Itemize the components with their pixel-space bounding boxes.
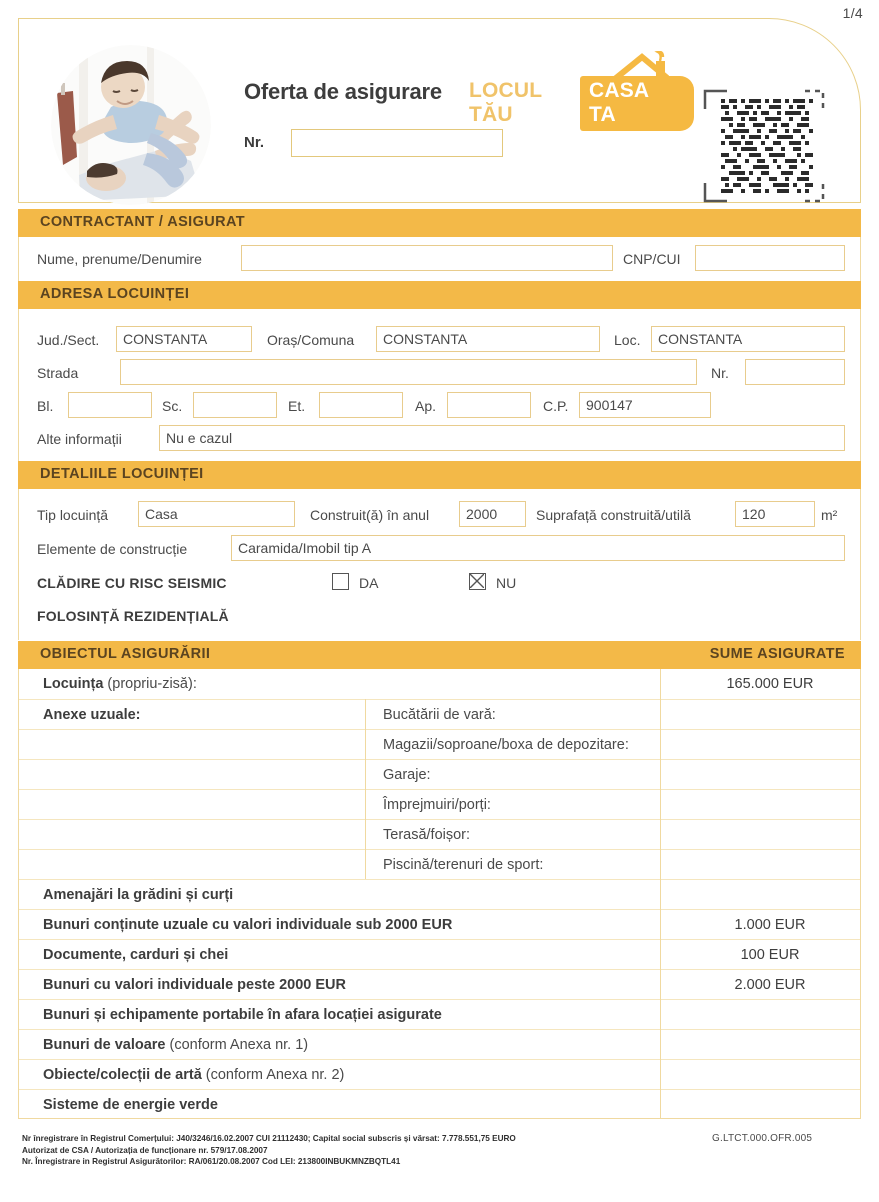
ap-input[interactable] (447, 392, 531, 418)
footer-line-2: Autorizat de CSA / Autorizația de funcționare nr. 579/17.08.2007 (22, 1145, 268, 1155)
sc-label: Sc. (162, 398, 183, 414)
jud-input[interactable]: CONSTANTA (116, 326, 252, 352)
section-title-sume: SUME ASIGURATE (709, 646, 845, 662)
table-row (19, 1089, 860, 1119)
logo-text-left: LOCUL TĂU (469, 79, 542, 126)
row-sub-label: Terasă/foișor: (383, 826, 471, 843)
risc-seismic-da-checkbox[interactable] (332, 573, 349, 590)
obiect-asigurarii-table (18, 669, 861, 1119)
row-sum-value[interactable]: 100 EUR (740, 946, 800, 963)
table-row (19, 759, 860, 789)
table-row (19, 969, 860, 999)
bl-label: Bl. (37, 398, 54, 414)
row-label: Sisteme de energie verde (43, 1096, 218, 1113)
section-header-obiect (18, 641, 861, 669)
et-label: Et. (288, 398, 306, 414)
risc-seismic-nu-label: NU (496, 575, 517, 591)
section-header-contractant (18, 209, 861, 237)
row-label: Bunuri și echipamente portabile în afara locației asigurate (43, 1006, 442, 1023)
row-sum-value[interactable] (678, 1030, 862, 1059)
table-row (19, 1029, 860, 1059)
page-number: 1/4 (842, 5, 863, 21)
section-title-contractant: CONTRACTANT / ASIGURAT (40, 214, 246, 230)
row-sub-label: Împrejmuiri/porți: (383, 796, 491, 813)
suprafata-input[interactable]: 120 (735, 501, 815, 527)
cp-input[interactable]: 900147 (579, 392, 711, 418)
footer-line-3: Nr. Înregistrare in Registrul Asigurătorilor: RA/061/20.08.2007 Cod LEI: 213800INBUKMNZBQTL41 (22, 1157, 401, 1167)
table-row (19, 729, 860, 759)
table-row (19, 789, 860, 819)
loc-input[interactable]: CONSTANTA (651, 326, 845, 352)
row-sum-value[interactable] (678, 1060, 862, 1089)
row-sum-value[interactable] (678, 1090, 862, 1119)
section-title-obiect: OBIECTUL ASIGURĂRII (40, 646, 211, 662)
row-sum-value[interactable] (678, 880, 862, 909)
legal-footer (22, 1133, 662, 1168)
row-sum-value[interactable] (678, 760, 862, 789)
family-photo (51, 45, 211, 205)
row-label: Anexe uzuale: (43, 706, 141, 723)
table-row (19, 909, 860, 939)
oras-label: Oraș/Comuna (267, 332, 355, 348)
section-header-adresa (18, 281, 861, 309)
table-row (19, 699, 860, 729)
row-sub-label: Piscină/terenuri de sport: (383, 856, 544, 873)
elemente-constructie-input[interactable]: Caramida/Imobil tip A (231, 535, 845, 561)
an-constructie-label: Construit(ă) în anul (310, 507, 430, 523)
alte-informatii-label: Alte informații (37, 431, 122, 447)
table-row (19, 669, 860, 699)
nume-input[interactable] (241, 245, 613, 271)
section-title-detalii: DETALIILE LOCUINȚEI (40, 466, 204, 482)
risc-seismic-da-label: DA (359, 575, 379, 591)
table-row (19, 849, 860, 879)
elemente-constructie-label: Elemente de construcție (37, 541, 188, 557)
form-code: G.LTCT.000.OFR.005 (712, 1133, 813, 1144)
adresa-fields (18, 309, 861, 461)
jud-label: Jud./Sect. (37, 332, 100, 348)
header-card (18, 18, 861, 203)
an-constructie-input[interactable]: 2000 (459, 501, 526, 527)
section-title-adresa: ADRESA LOCUINȚEI (40, 286, 190, 302)
contractant-fields (18, 237, 861, 281)
row-label: Documente, carduri și chei (43, 946, 229, 963)
ap-label: Ap. (415, 398, 437, 414)
row-sub-label: Bucătării de vară: (383, 706, 496, 723)
cp-label: C.P. (543, 398, 569, 414)
brand-logo (469, 51, 694, 126)
row-label: Bunuri de valoare (conform Anexa nr. 1) (43, 1036, 309, 1053)
row-sum-value[interactable] (678, 820, 862, 849)
cnp-label: CNP/CUI (623, 251, 681, 267)
strada-nr-label: Nr. (711, 365, 729, 381)
page-title: Oferta de asigurare (244, 79, 442, 104)
suprafata-unit: m² (821, 507, 838, 523)
table-row (19, 1059, 860, 1089)
nume-label: Nume, prenume/Denumire (37, 251, 202, 267)
row-label: Bunuri cu valori individuale peste 2000 EUR (43, 976, 346, 993)
row-label: Amenajări la grădini și curți (43, 886, 234, 903)
table-row (19, 999, 860, 1029)
footer-line-1: Nr înregistrare în Registrul Comerțului: J40/3246/16.02.2007 CUI 21112430; Capital social subscris și vărsat: 7.778.551,75 EURO (22, 1134, 516, 1143)
row-label: Obiecte/colecții de artă (conform Anexa nr. 2) (43, 1066, 345, 1083)
strada-input[interactable] (120, 359, 697, 385)
row-sum-value[interactable] (678, 1000, 862, 1029)
risc-seismic-nu-checkbox[interactable] (469, 573, 486, 590)
suprafata-label: Suprafață construită/utilă (536, 507, 691, 523)
tip-locuinta-input[interactable]: Casa (138, 501, 295, 527)
strada-nr-input[interactable] (745, 359, 845, 385)
table-row (19, 939, 860, 969)
row-sum-value[interactable] (678, 730, 862, 759)
loc-label: Loc. (614, 332, 641, 348)
folosinta-label: FOLOSINȚĂ REZIDENȚIALĂ (37, 608, 229, 624)
datamatrix-code (719, 97, 815, 197)
strada-label: Strada (37, 365, 79, 381)
row-sum-value[interactable] (678, 790, 862, 819)
risc-seismic-label: CLĂDIRE CU RISC SEISMIC (37, 575, 227, 591)
row-label: Bunuri conținute uzuale cu valori individuale sub 2000 EUR (43, 916, 453, 933)
section-header-detalii (18, 461, 861, 489)
cnp-input[interactable] (695, 245, 845, 271)
row-sub-label: Garaje: (383, 766, 431, 783)
row-sum-value[interactable] (678, 700, 862, 729)
row-sum-value[interactable]: 1.000 EUR (734, 916, 806, 933)
et-input[interactable] (319, 392, 403, 418)
table-row (19, 819, 860, 849)
row-label: Locuința (propriu-zisă): (43, 676, 197, 692)
oras-input[interactable]: CONSTANTA (376, 326, 600, 352)
row-sub-label: Magazii/soproane/boxa de depozitare: (383, 736, 629, 753)
row-sum-value[interactable] (678, 850, 862, 879)
logo-text-right: CASA TA (580, 76, 694, 131)
offer-nr-label: Nr. (244, 134, 265, 151)
alte-informatii-input[interactable]: Nu e cazul (159, 425, 845, 451)
row-sum-value[interactable]: 2.000 EUR (734, 976, 806, 993)
tip-locuinta-label: Tip locuință (37, 507, 109, 523)
offer-nr-input[interactable] (291, 129, 503, 157)
bl-input[interactable] (68, 392, 152, 418)
detalii-fields (18, 489, 861, 640)
row-sum-value[interactable]: 165.000 EUR (726, 676, 814, 692)
sc-input[interactable] (193, 392, 277, 418)
table-row (19, 879, 860, 909)
